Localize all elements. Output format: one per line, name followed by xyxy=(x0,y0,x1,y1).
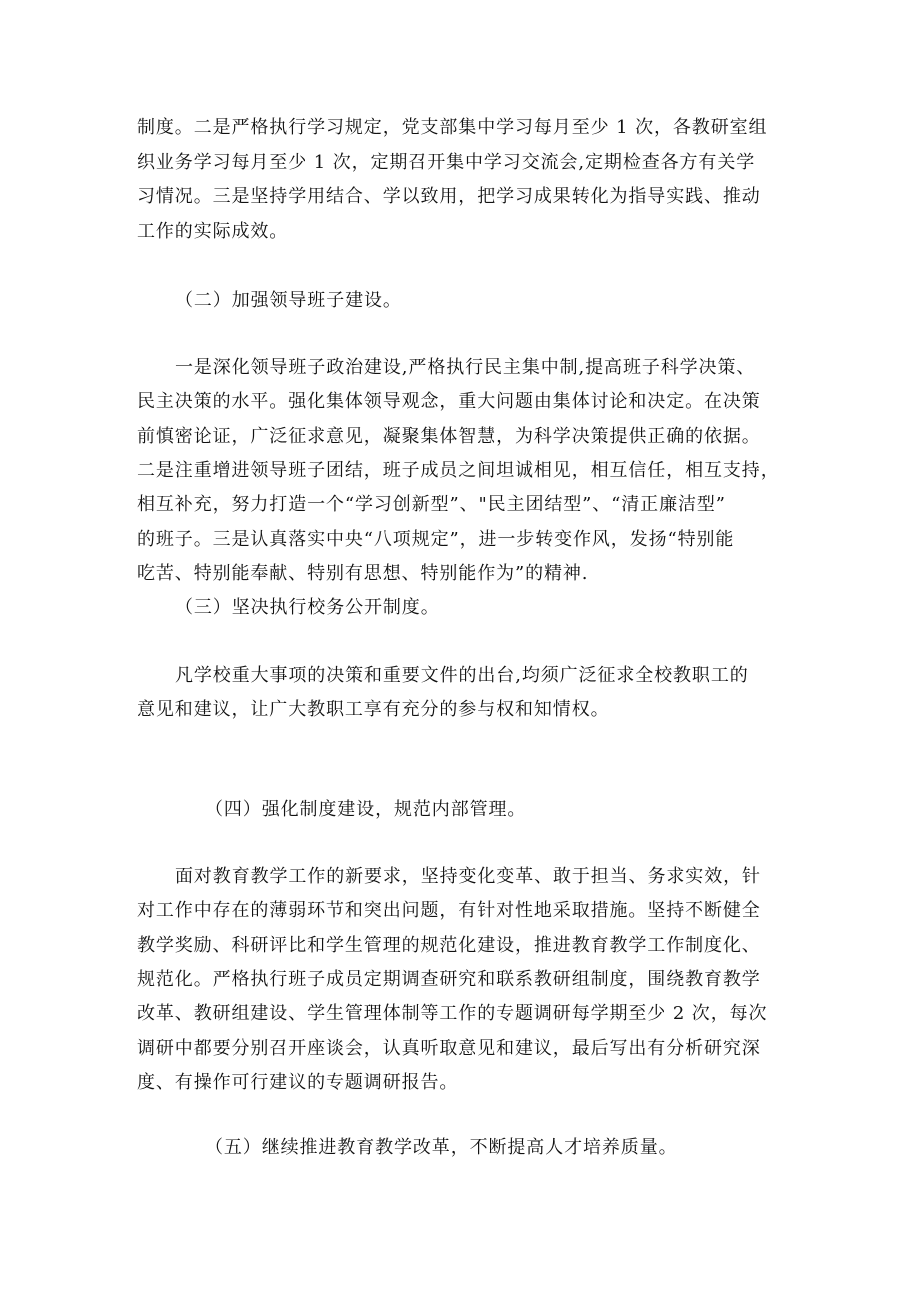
text-line: 制度。二是严格执行学习规定，党支部集中学习每月至少 1 次，各教研室组 xyxy=(137,117,768,138)
text-line: 民主决策的水平。强化集体领导观念，重大问题由集体讨论和决定。在决策 xyxy=(137,391,761,412)
text-line: 调研中都要分别召开座谈会，认真听取意见和建议，最后写出有分析研究深 xyxy=(137,1038,761,1059)
section-heading-2: （二）加强领导班子建设。 xyxy=(175,290,402,311)
text-line: 凡学校重大事项的决策和重要文件的出台,均须广泛征求全校教职工的 xyxy=(175,665,749,686)
text-line: 相互补充，努力打造一个“学习创新型”、"民主团结型”、“清正廉洁型” xyxy=(137,494,726,515)
text-line: 习情况。三是坚持学用结合、学以致用，把学习成果转化为指导实践、推动 xyxy=(137,186,761,207)
text-line: 一是深化领导班子政治建设,严格执行民主集中制,提高班子科学决策、 xyxy=(175,357,756,378)
text-line: 度、有操作可行建议的专题调研报告。 xyxy=(137,1072,459,1093)
text-line: 织业务学习每月至少 1 次，定期召开集中学习交流会,定期检查各方有关学 xyxy=(137,152,756,173)
text-line: 前慎密论证，广泛征求意见，凝聚集体智慧，为科学决策提供正确的依据。 xyxy=(137,426,761,447)
text-line: 二是注重增进领导班子团结，班子成员之间坦诚相见，相互信任，相互支持， xyxy=(137,460,780,481)
section-heading-5: （五）继续推进教育教学改革，不断提高人才培养质量。 xyxy=(205,1137,678,1158)
section-heading-3: （三）坚决执行校务公开制度。 xyxy=(175,597,440,618)
text-line: 工作的实际成效。 xyxy=(137,221,289,242)
text-line: 的班子。三是认真落实中央“八项规定”，进一步转变作风，发扬“特别能 xyxy=(137,529,735,550)
section-heading-4: （四）强化制度建设，规范内部管理。 xyxy=(205,799,527,820)
text-line: 规范化。严格执行班子成员定期调查研究和联系教研组制度，围绕教育教学 xyxy=(137,969,761,990)
text-line: 意见和建议，让广大教职工享有充分的参与权和知情权。 xyxy=(137,699,610,720)
text-line: 教学奖励、科研评比和学生管理的规范化建设，推进教育教学工作制度化、 xyxy=(137,935,761,956)
text-line: 改革、教研组建设、学生管理体制等工作的专题调研每学期至少 2 次，每次 xyxy=(137,1003,768,1024)
text-line: 面对教育教学工作的新要求，坚持变化变革、敢于担当、务求实效，针 xyxy=(175,866,761,887)
text-line: 吃苦、特别能奉献、特别有思想、特别能作为”的精神. xyxy=(137,563,589,584)
text-line: 对工作中存在的薄弱环节和突出问题，有针对性地采取措施。坚持不断健全 xyxy=(137,900,761,921)
